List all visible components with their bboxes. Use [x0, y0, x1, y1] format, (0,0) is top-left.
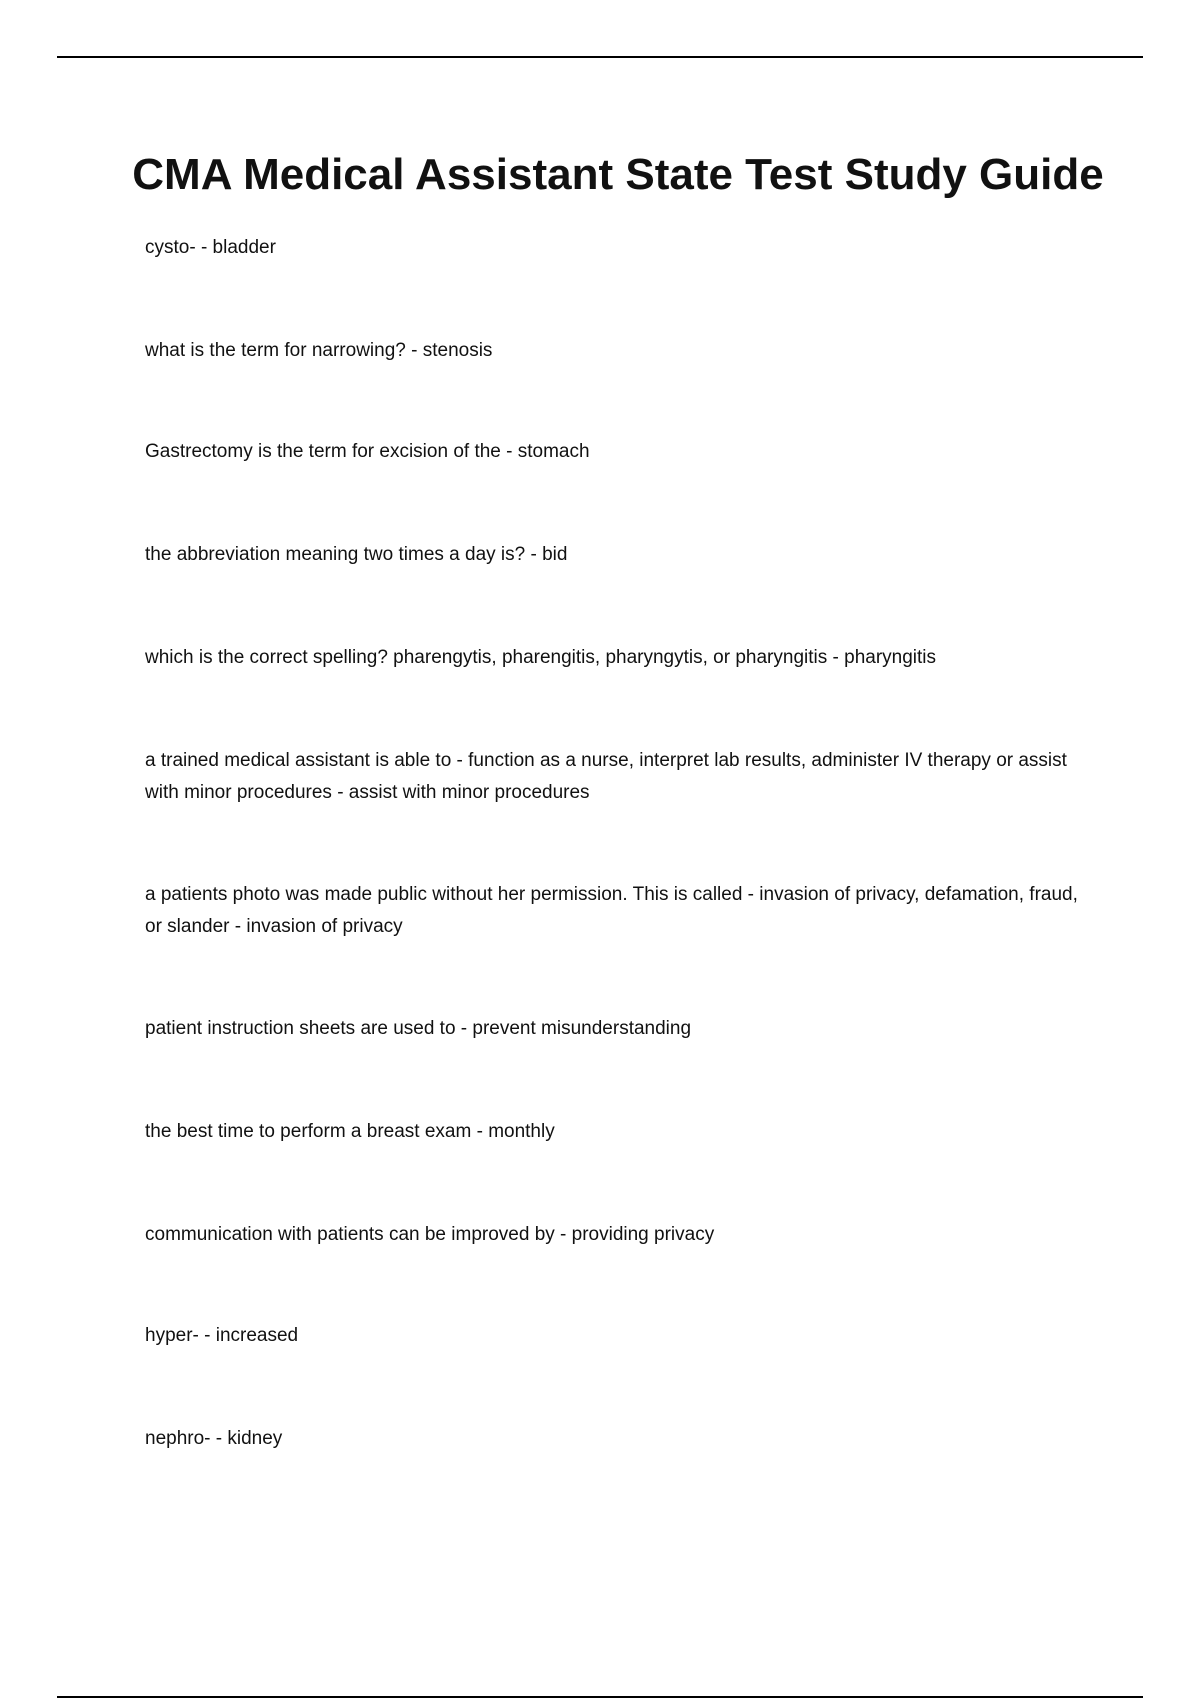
study-entry: the best time to perform a breast exam - monthly — [145, 1121, 555, 1142]
bottom-divider — [57, 1696, 1143, 1698]
top-divider — [57, 56, 1143, 58]
study-entry: hyper- - increased — [145, 1325, 299, 1346]
study-entry: which is the correct spelling? pharengytis, pharengitis, pharyngytis, or pharyngitis - pharyngitis — [145, 647, 937, 668]
study-entry: patient instruction sheets are used to - prevent misunderstanding — [145, 1018, 692, 1039]
study-entry: a patients photo was made public without her permission. This is called - invasion of privacy, defamation, fraud, or slander - invasion of privacy — [145, 884, 1078, 937]
study-entry: cysto- - bladder — [145, 237, 276, 258]
study-entry: a trained medical assistant is able to - function as a nurse, interpret lab results, administer IV therapy or assist with minor procedures - assist with minor procedures — [145, 750, 1067, 803]
study-entry: what is the term for narrowing? - stenosis — [145, 340, 493, 361]
study-entry: nephro- - kidney — [145, 1428, 283, 1449]
study-entry: communication with patients can be improved by - providing privacy — [145, 1224, 715, 1245]
study-entry: Gastrectomy is the term for excision of the - stomach — [145, 441, 590, 462]
study-entry: the abbreviation meaning two times a day is? - bid — [145, 544, 568, 565]
page-title: CMA Medical Assistant State Test Study Guide — [132, 150, 1104, 199]
